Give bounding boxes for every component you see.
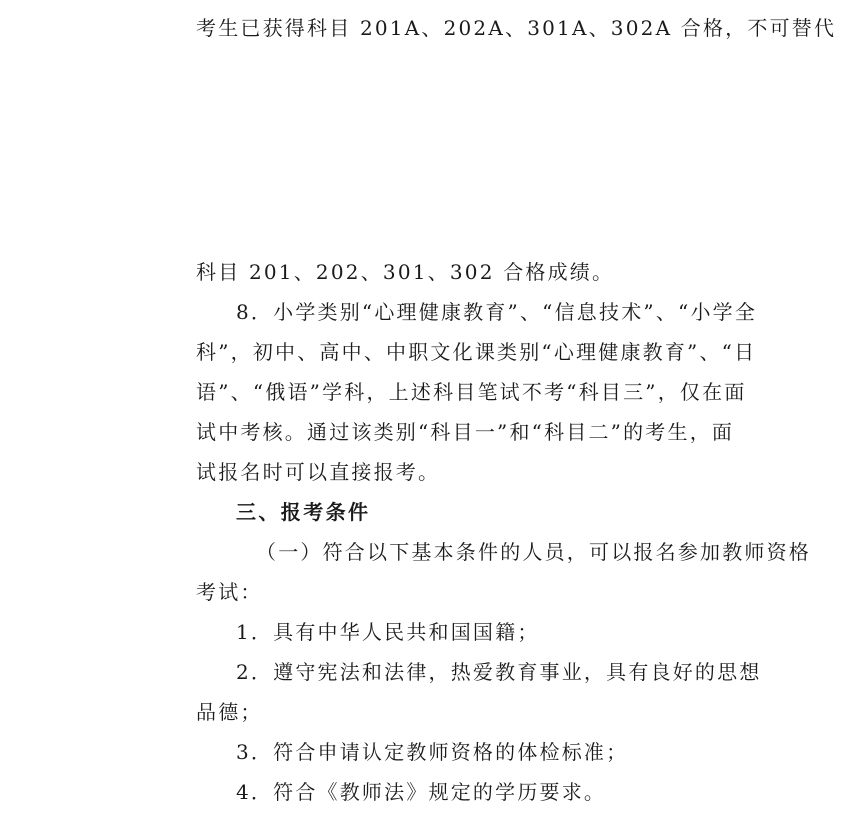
numbered-item-1: 1．具有中华人民共和国国籍； — [236, 620, 540, 644]
numbered-item-8: 8．小学类别“心理健康教育”、“信息技术”、“小学全 — [236, 300, 758, 324]
paragraph-line: 科”，初中、高中、中职文化课类别“心理健康教育”、“日 — [196, 340, 757, 364]
subsection-item: （一）符合以下基本条件的人员，可以报名参加教师资格 — [256, 540, 811, 564]
paragraph-line: 科目 201、202、301、302 合格成绩。 — [196, 260, 615, 284]
section-heading: 三、报考条件 — [236, 500, 371, 524]
numbered-item-4: 4．符合《教师法》规定的学历要求。 — [236, 780, 607, 804]
paragraph-line: 考试： — [196, 580, 263, 604]
paragraph-line: 语”、“俄语”学科，上述科目笔试不考“科目三”，仅在面 — [196, 380, 747, 404]
paragraph-line: 试中考核。通过该类别“科目一”和“科目二”的考生，面 — [196, 420, 735, 444]
paragraph-line: 考生已获得科目 201A、202A、301A、302A 合格，不可替代 — [196, 16, 837, 40]
numbered-item-2: 2．遵守宪法和法律，热爱教育事业，具有良好的思想 — [236, 660, 762, 684]
paragraph-line: 试报名时可以直接报考。 — [196, 460, 441, 484]
paragraph-line: 品德； — [196, 700, 263, 724]
numbered-item-3: 3．符合申请认定教师资格的体检标准； — [236, 740, 629, 764]
